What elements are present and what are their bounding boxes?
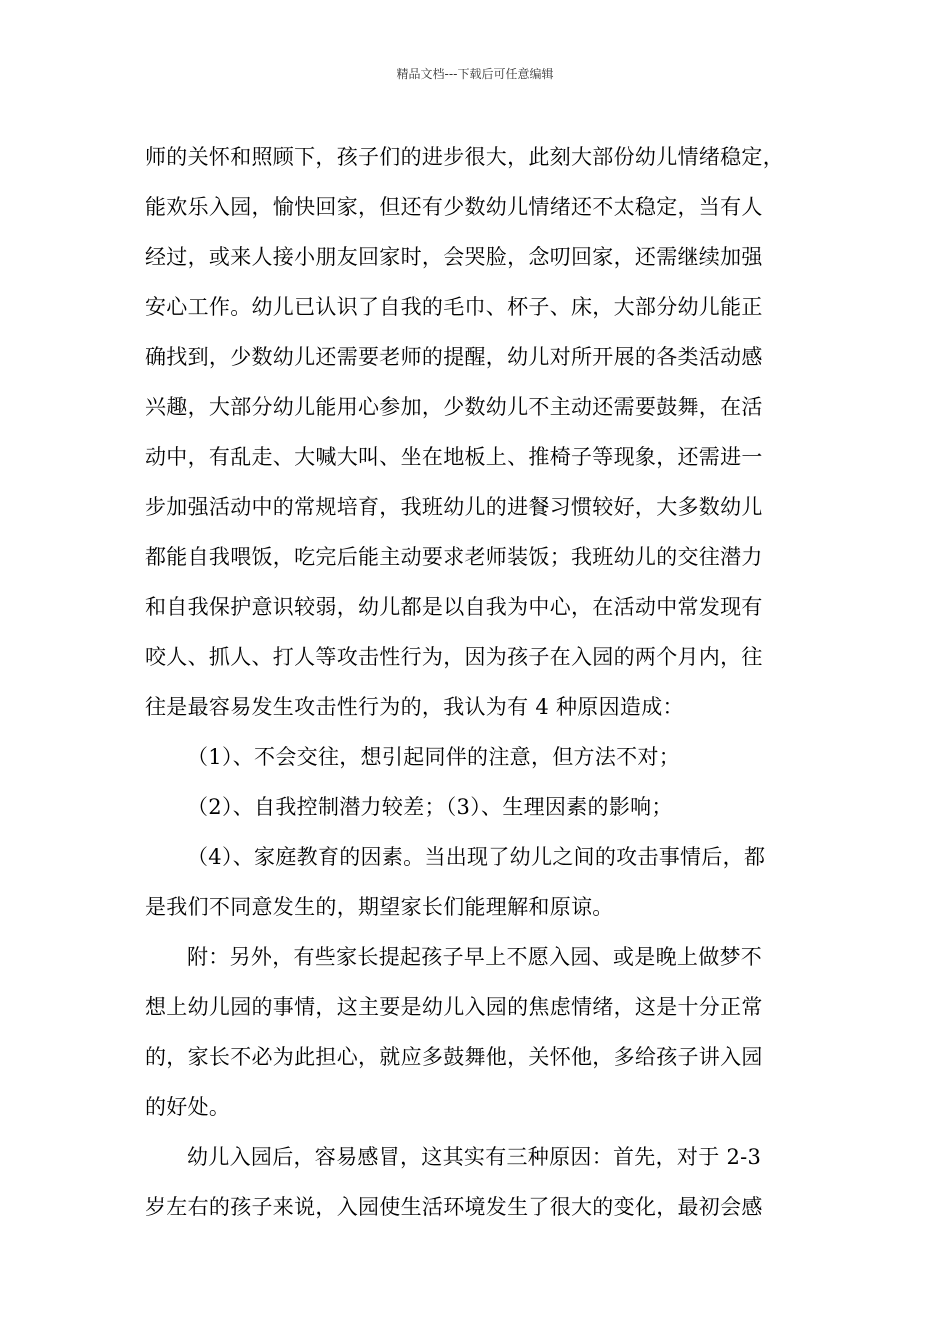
text-line: 确找到，少数幼儿还需要老师的提醒，幼儿对所开展的各类活动感 — [145, 345, 763, 369]
body-text — [145, 132, 815, 1232]
list-item: （4）、家庭教育的因素。当出现了幼儿之间的攻击事情后，都 — [187, 845, 766, 869]
text-line: 的，家长不必为此担心，就应多鼓舞他，关怀他，多给孩子讲入园 — [145, 1045, 763, 1069]
text-line: 想上幼儿园的事情，这主要是幼儿入园的焦虑情绪，这是十分正常 — [145, 995, 763, 1019]
text-line: 经过，或来人接小朋友回家时，会哭脸，念叨回家，还需继续加强 — [145, 245, 763, 269]
text-line: 能欢乐入园，愉快回家，但还有少数幼儿情绪还不太稳定，当有人 — [145, 195, 763, 219]
text-line: 动中，有乱走、大喊大叫、坐在地板上、推椅子等现象，还需进一 — [145, 445, 763, 469]
list-item: （2）、自我控制潜力较差；（3）、生理因素的影响； — [187, 795, 673, 819]
text-line: 岁左右的孩子来说，入园使生活环境发生了很大的变化，最初会感 — [145, 1195, 763, 1219]
page-header: 精品文档---下载后可任意编辑 — [396, 67, 554, 81]
paragraph-start: 幼儿入园后，容易感冒，这其实有三种原因：首先，对于 2-3 — [187, 1145, 762, 1169]
text-line: 师的关怀和照顾下，孩子们的进步很大，此刻大部份幼儿情绪稳定， — [145, 145, 784, 169]
text-line: 兴趣，大部分幼儿能用心参加，少数幼儿不主动还需要鼓舞，在活 — [145, 395, 763, 419]
paragraph-start: 附：另外，有些家长提起孩子早上不愿入园、或是晚上做梦不 — [187, 945, 763, 969]
list-item: （1）、不会交往，想引起同伴的注意，但方法不对； — [187, 745, 681, 769]
text-line: 往是最容易发生攻击性行为的，我认为有 4 种原因造成： — [145, 695, 684, 719]
text-line: 咬人、抓人、打人等攻击性行为，因为孩子在入园的两个月内，往 — [145, 645, 763, 669]
text-line: 都能自我喂饭，吃完后能主动要求老师装饭；我班幼儿的交往潜力 — [145, 545, 763, 569]
text-line: 安心工作。幼儿已认识了自我的毛巾、杯子、床，大部分幼儿能正 — [145, 295, 763, 319]
text-line: 的好处。 — [145, 1095, 231, 1119]
text-line: 步加强活动中的常规培育，我班幼儿的进餐习惯较好，大多数幼儿 — [145, 495, 763, 519]
text-line: 和自我保护意识较弱，幼儿都是以自我为中心，在活动中常发现有 — [145, 595, 763, 619]
text-line: 是我们不同意发生的，期望家长们能理解和原谅。 — [145, 895, 614, 919]
